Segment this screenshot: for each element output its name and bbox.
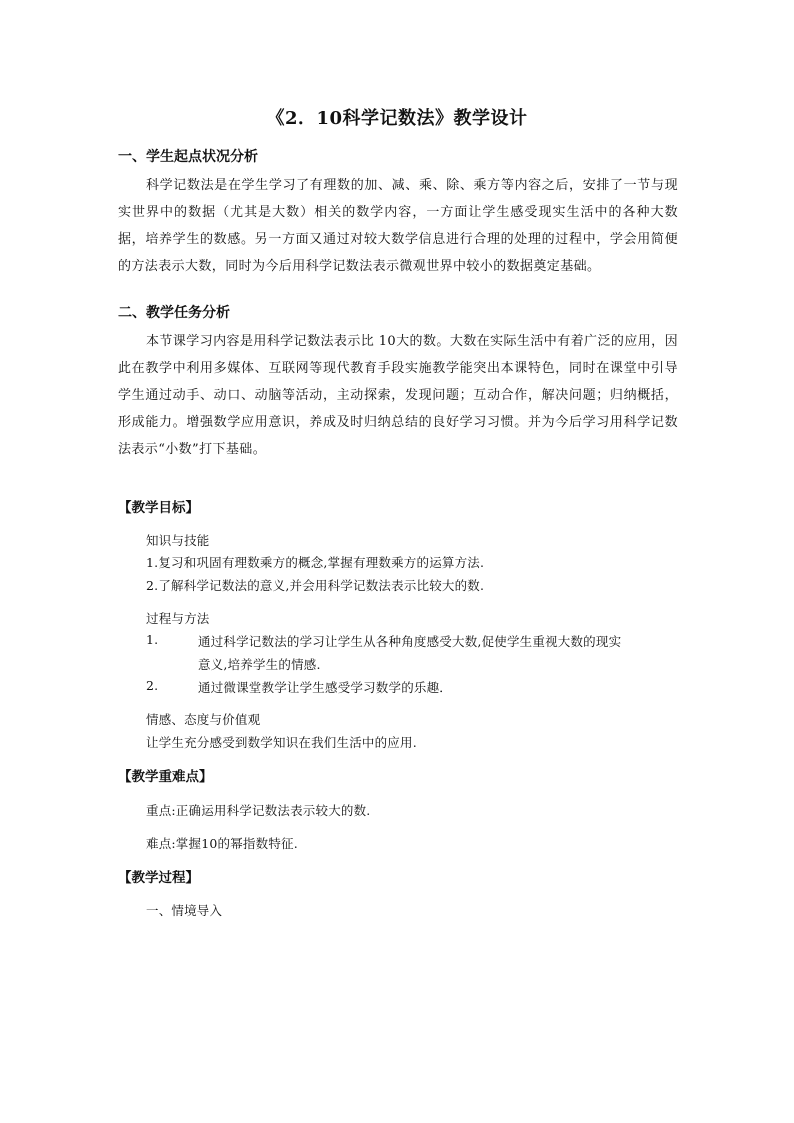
process-item-2-number: 2. bbox=[146, 678, 159, 693]
paragraph-student-analysis: 科学记数法是在学生学习了有理数的加、减、乘、除、乘方等内容之后，安排了一节与现实世界中的数据（尤其是大数）相关的数学内容，一方面让学生感受现实生活中的各种大数据，培养学生的数感。另一方面又通过对较大数学信息进行合理的处理的过程中，学会用简便的方法表示大数，同时为今后用科学记数法表示微观世界中较小的数据奠定基础。 bbox=[118, 178, 678, 274]
process-item-1-line2: 意义,培养学生的情感. bbox=[198, 657, 321, 672]
process-method-label: 过程与方法 bbox=[146, 611, 210, 626]
situation-intro: 一、情境导入 bbox=[146, 903, 223, 918]
knowledge-item-2: 2.了解科学记数法的意义,并会用科学记数法表示比较大的数. bbox=[146, 578, 485, 593]
process-item-1-number: 1. bbox=[146, 632, 159, 647]
knowledge-item-1: 1.复习和巩固有理数乘方的概念,掌握有理数乘方的运算方法. bbox=[146, 555, 485, 570]
section-heading-student-analysis: 一、学生起点状况分析 bbox=[118, 149, 258, 165]
emotion-attitude-text: 让学生充分感受到数学知识在我们生活中的应用. bbox=[146, 735, 417, 750]
emotion-attitude-label: 情感、态度与价值观 bbox=[146, 712, 261, 727]
keypoint-focus: 重点:正确运用科学记数法表示较大的数. bbox=[146, 803, 371, 818]
teaching-process-heading: 【教学过程】 bbox=[118, 870, 199, 886]
process-item-1-line1: 通过科学记数法的学习让学生从各种角度感受大数,促使学生重视大数的现实 bbox=[198, 634, 622, 649]
goals-heading: 【教学目标】 bbox=[118, 500, 199, 516]
keypoint-difficulty: 难点:掌握10的幂指数特征. bbox=[146, 836, 298, 851]
paragraph-task-analysis: 本节课学习内容是用科学记数法表示比 10大的数。大数在实际生活中有着广泛的应用，因此在教学中利用多媒体、互联网等现代教育手段实施教学能突出本课特色，同时在课堂中引导学生通过动手、动口、动脑等活动，主动探索，发现问题；互动合作，解决问题；归纳概括，形成能力。增强数学应用意识，养成及时归纳总结的良好学习习惯。并为今后学习用科学记数法表示“小数”打下基础。 bbox=[118, 334, 678, 457]
process-item-2-line1: 通过微课堂教学让学生感受学习数学的乐趣． bbox=[198, 680, 453, 695]
document-title: 《2．10科学记数法》教学设计 bbox=[266, 108, 528, 129]
knowledge-skills-label: 知识与技能 bbox=[146, 533, 210, 548]
section-heading-task-analysis: 二、教学任务分析 bbox=[118, 305, 230, 321]
keypoints-heading: 【教学重难点】 bbox=[118, 769, 213, 785]
